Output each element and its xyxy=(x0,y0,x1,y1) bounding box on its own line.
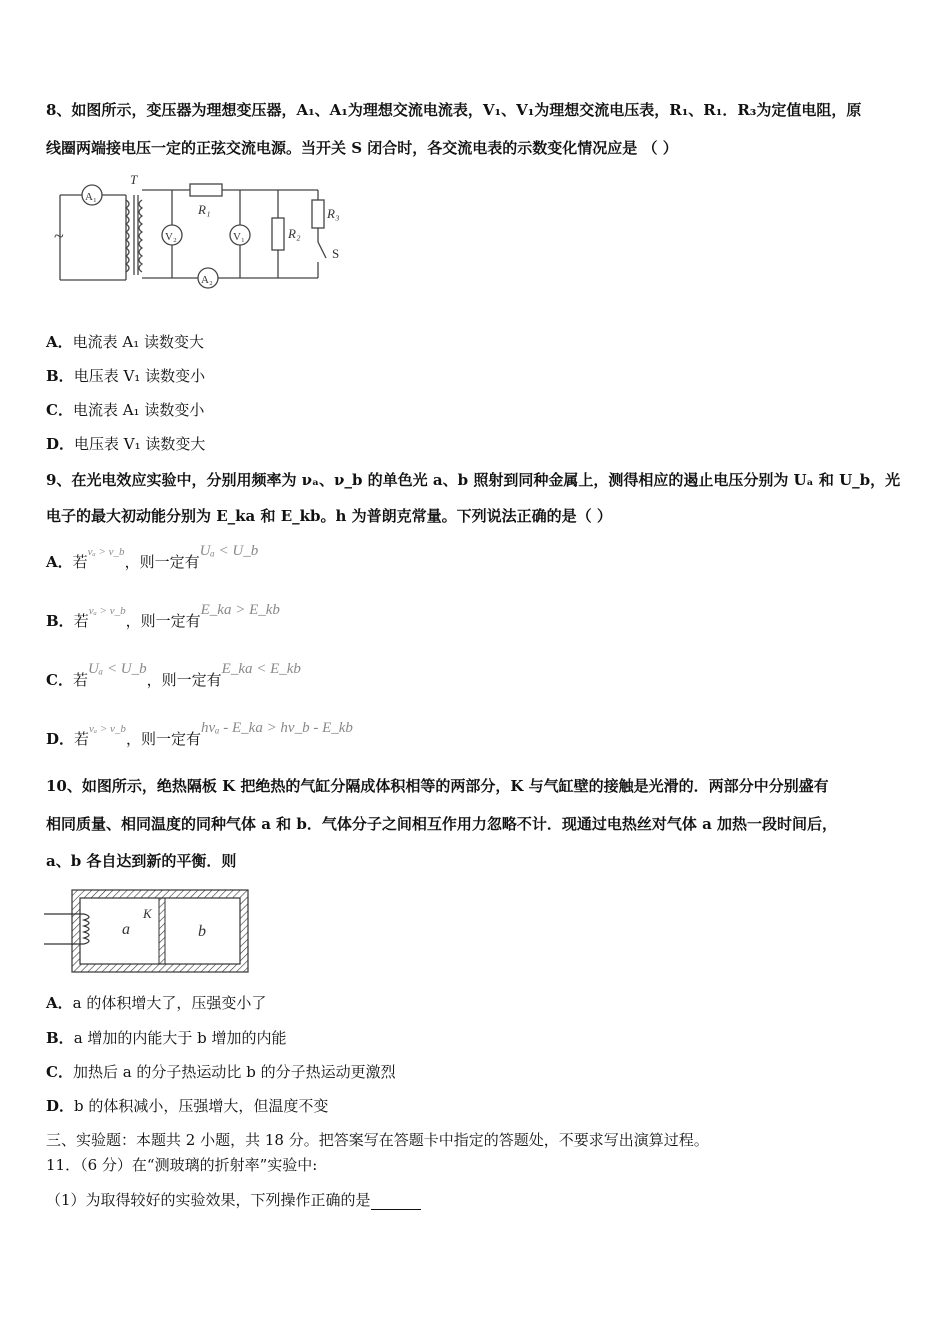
answer-blank[interactable] xyxy=(371,1195,421,1210)
q9-option-d[interactable]: D．若$^{\nu_a > \nu\_b}$，则一定有hνₐ - E_ka > hν_b - E_kb xyxy=(46,720,353,748)
q9-line-1: 9、在光电效应实验中，分别用频率为 νₐ、ν_b 的单色光 a、b 照射到同种金属上，测得相应的遏止电压分别为 Uₐ 和 U_b，光 xyxy=(46,471,901,489)
q9-option-a[interactable]: A．若$^{\nu_a > \nu\_b}$，则一定有Uₐ < U_b xyxy=(46,543,259,571)
q8-option-a[interactable]: A．电流表 A₁ 读数变大 xyxy=(46,333,205,351)
section-3-heading: 三、实验题：本题共 2 小题，共 18 分。把答案写在答题卡中指定的答题处，不要求写出演算过程。 xyxy=(46,1131,709,1149)
q8-line-2: 线圈两端接电压一定的正弦交流电源。当开关 S 闭合时，各交流电表的示数变化情况应是 （ ） xyxy=(46,139,678,157)
cylinder-figure xyxy=(44,888,254,974)
transformer-t-label: T xyxy=(130,172,138,187)
q8-option-d[interactable]: D．电压表 V₁ 读数变大 xyxy=(46,435,206,453)
q10-line-3: a、b 各自达到新的平衡．则 xyxy=(46,852,237,870)
q11-sub-1: （1）为取得较好的实验效果，下列操作正确的是 xyxy=(46,1190,421,1210)
gas-b-label: b xyxy=(198,923,206,940)
q10-option-a[interactable]: A．a 的体积增大了，压强变小了 xyxy=(46,994,267,1012)
q9-a-result: Uₐ < U_b xyxy=(199,543,259,559)
resistor-r1-label: R₁ xyxy=(198,202,211,217)
q9-line-2: 电子的最大初动能分别为 E_ka 和 E_kb。h 为普朗克常量。下列说法正确的是（ ） xyxy=(46,507,612,525)
q9-b-condition: νₐ > ν_b xyxy=(88,605,126,617)
q8-line-1: 8、如图所示，变压器为理想变压器，A₁、A₁为理想交流电流表，V₁、V₁为理想交流电压表，R₁、R₁．R₃为定值电阻，原 xyxy=(46,101,862,119)
q9-c-condition: Uₐ < U_b xyxy=(87,661,147,677)
q9-c-result: E_ka < E_kb xyxy=(221,661,301,677)
ammeter-a2-label: A₂ xyxy=(201,274,213,286)
switch-s-label: S xyxy=(332,246,340,261)
q10-line-2: 相同质量、相同温度的同种气体 a 和 b．气体分子之间相互作用力忽略不计．现通过电热丝对气体 a 加热一段时间后， xyxy=(46,815,838,833)
ammeter-a1-label: A₁ xyxy=(85,191,97,203)
q9-option-c[interactable]: C．若Uₐ < U_b，则一定有E_ka < E_kb xyxy=(46,661,301,689)
q10-line-1: 10、如图所示，绝热隔板 K 把绝热的气缸分隔成体积相等的两部分，K 与气缸壁的接触是光滑的．两部分中分别盛有 xyxy=(46,777,829,795)
ac-source-symbol: ~ xyxy=(54,226,64,246)
q9-d-condition: νₐ > ν_b xyxy=(89,723,126,735)
gas-a-label: a xyxy=(122,921,130,938)
voltmeter-v2-label: V₂ xyxy=(165,231,177,243)
q9-option-b[interactable]: B．若$^{\nu_a > \nu\_b}$，则一定有E_ka > E_kb xyxy=(46,602,280,630)
q9-b-result: E_ka > E_kb xyxy=(200,602,280,618)
q9-d-result: hνₐ - E_ka > hν_b - E_kb xyxy=(200,720,353,736)
q10-option-c[interactable]: C．加热后 a 的分子热运动比 b 的分子热运动更激烈 xyxy=(46,1063,396,1081)
q10-option-b[interactable]: B．a 增加的内能大于 b 增加的内能 xyxy=(46,1029,287,1047)
resistor-r2-label: R₂ xyxy=(288,226,301,241)
transformer-circuit-figure xyxy=(50,170,350,295)
partition-k-label: K xyxy=(143,906,152,921)
q11-line-1: 11．（6 分）在“测玻璃的折射率”实验中: xyxy=(46,1156,318,1174)
q8-option-c[interactable]: C．电流表 A₁ 读数变小 xyxy=(46,401,205,419)
q8-option-b[interactable]: B．电压表 V₁ 读数变小 xyxy=(46,367,206,385)
q10-option-d[interactable]: D．b 的体积减小，压强增大，但温度不变 xyxy=(46,1097,329,1115)
resistor-r3-label: R₃ xyxy=(327,206,340,221)
voltmeter-v1-label: V₁ xyxy=(233,231,245,243)
q9-a-condition: νₐ > ν_b xyxy=(87,546,125,558)
